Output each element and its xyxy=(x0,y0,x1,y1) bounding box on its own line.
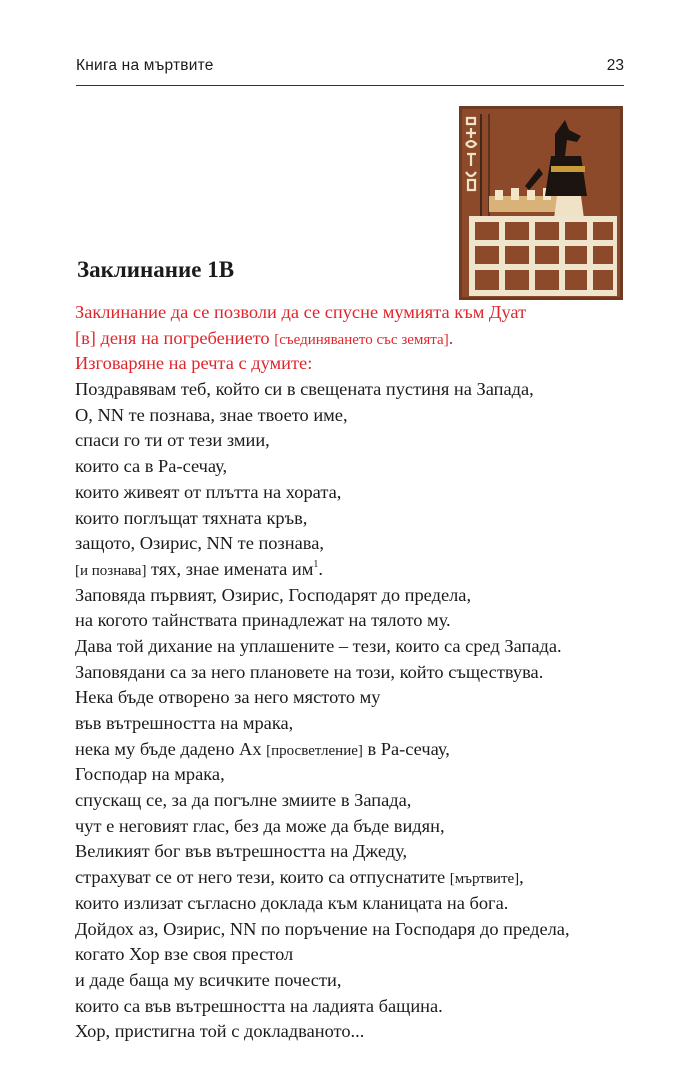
bracket-note: [просветление] xyxy=(266,742,363,759)
book-title: Книга на мъртвите xyxy=(76,57,214,74)
text-fragment: нека му бъде дадено Ах xyxy=(75,738,267,759)
bracket-note: [мъртвите] xyxy=(449,871,520,888)
rubric-line: Заклинание да се позволи да се спусне мумията към Дуат xyxy=(75,302,527,322)
rubric-line xyxy=(75,326,635,352)
text-fragment: . xyxy=(318,558,324,579)
rubric-line: Изговаряне на речта с думите: xyxy=(75,353,313,374)
verse-line xyxy=(75,557,635,583)
text-fragment: в Ра-сечау, xyxy=(362,738,450,759)
verse-line: Великият бог във вътрешността на Джеду, xyxy=(75,841,408,862)
running-header xyxy=(76,57,624,86)
verse-line: чут е неговият глас, без да може да бъде видян, xyxy=(75,815,445,836)
verse-line: които са в Ра-сечау, xyxy=(75,456,228,477)
verse-line xyxy=(75,865,635,891)
text-fragment: страхуват се от него тези, които са отпуснатите xyxy=(75,867,450,888)
text-fragment: тях, знае имената им xyxy=(146,558,314,579)
verse-line: защото, Озирис, NN те познава, xyxy=(75,533,324,554)
bracket-note: [съединяването със земята] xyxy=(274,331,449,348)
anubis-papyrus-illustration xyxy=(459,106,623,300)
verse-line: спаси го ти от тези змии, xyxy=(75,430,270,451)
verse-line: и даде баща му всичките почести, xyxy=(75,969,342,990)
footnote-marker: 1 xyxy=(313,558,319,570)
verse-line: Поздравявам теб, който си в свещената пустиня на Запада, xyxy=(75,379,534,400)
verse-line: Дойдох аз, Озирис, NN по поръчение на Господаря до предела, xyxy=(75,918,570,939)
verse-line: които излизат съгласно доклада към кланицата на бога. xyxy=(75,892,509,913)
verse-line: Заповяда първият, Озирис, Господарят до предела, xyxy=(75,584,472,605)
page-number: 23 xyxy=(606,57,624,74)
verse-line: във вътрешността на мрака, xyxy=(75,713,294,733)
spell-text xyxy=(75,300,635,1045)
verse-line: Нека бъде отворено за него мястото му xyxy=(75,687,381,708)
verse-line: когато Хор взе своя престол xyxy=(75,944,294,965)
verse-line: на когото тайнствата принадлежат на тялото му. xyxy=(75,610,451,631)
verse-line: спускащ се, за да погълне змиите в Запада, xyxy=(75,790,412,811)
verse-line: Дава той дихание на уплашените – тези, които са сред Запада. xyxy=(75,635,562,656)
verse-line: които живеят от плътта на хората, xyxy=(75,481,342,502)
spell-title: Заклинание 1В xyxy=(77,257,235,282)
verse-line xyxy=(75,737,635,763)
bracket-note: [и познава] xyxy=(75,562,147,579)
bracket-note: [в] xyxy=(75,327,96,348)
text-fragment: . xyxy=(448,327,454,348)
text-fragment: деня на погребението xyxy=(95,327,275,348)
verse-line: Хор, пристигна той с докладваното... xyxy=(75,1021,365,1042)
verse-line: които са във вътрешността на ладията бащина. xyxy=(75,995,443,1016)
verse-line: Господар на мрака, xyxy=(75,764,225,785)
verse-line: О, NN те познава, знае твоето име, xyxy=(75,404,348,425)
verse-line: Заповядани са за него плановете на този, който съществува. xyxy=(75,661,544,682)
text-fragment: , xyxy=(519,867,524,888)
verse-line: които поглъщат тяхната кръв, xyxy=(75,507,308,528)
